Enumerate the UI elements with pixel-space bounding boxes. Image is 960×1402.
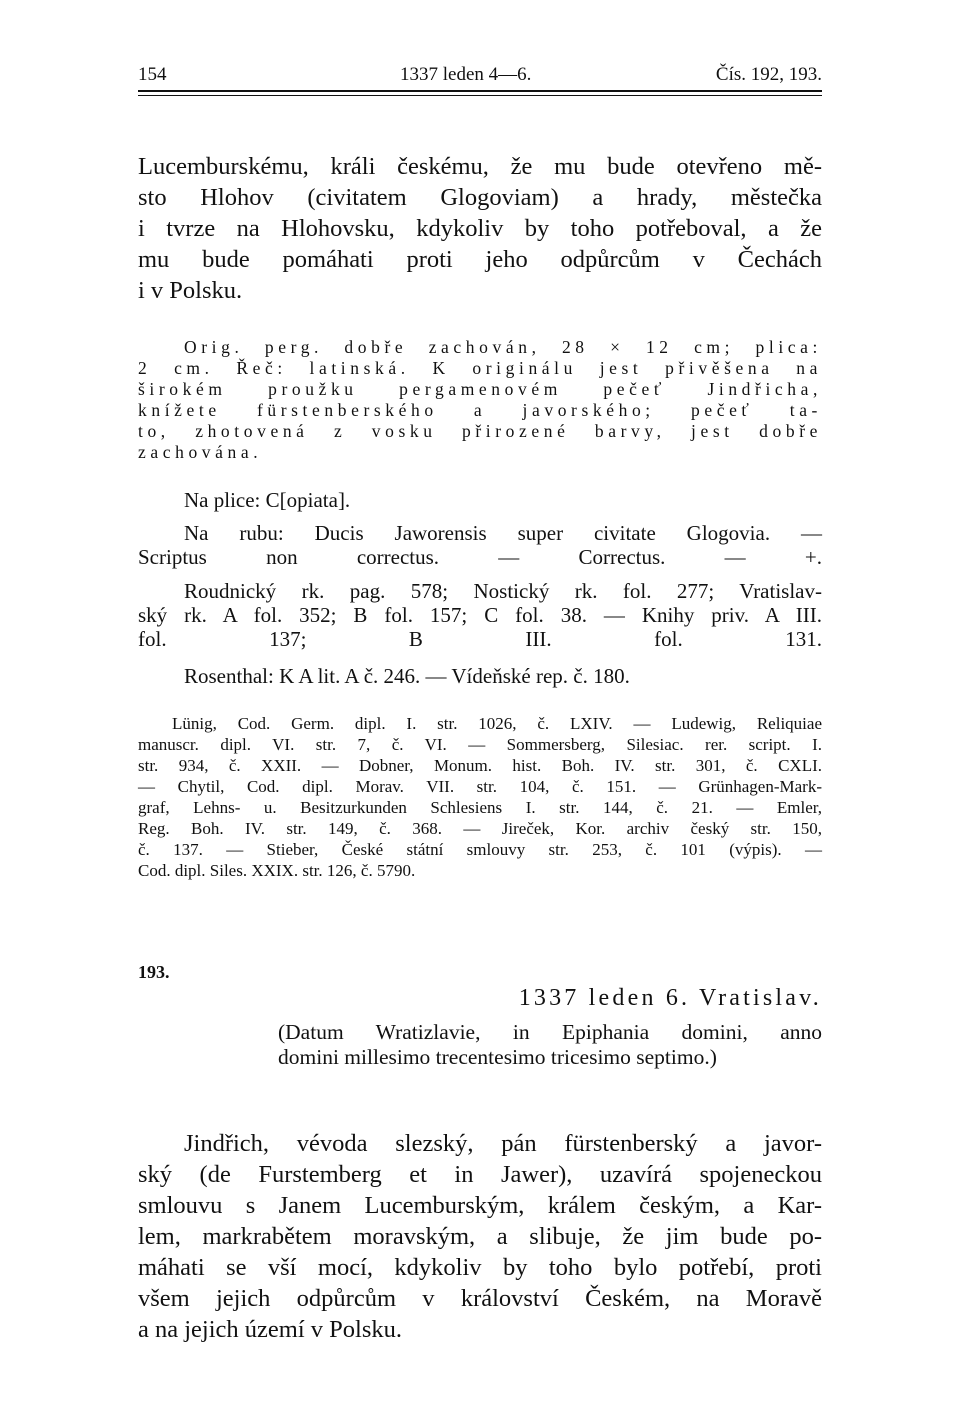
document-dateline: 1337 leden 6. Vratislav. [518,985,822,1011]
text-line: ský (de Furstemberg et in Jawer), uzavírá spojeneckou [138,1161,822,1188]
text-line: Lünig, Cod. Germ. dipl. I. str. 1026, č. LXIV. — Ludewig, Reliquiae [172,714,822,733]
text-line: Na rubu: Ducis Jaworensis super civitate Glogovia. — [184,521,822,545]
note-plica: Na plice: C[opiata]. [184,488,351,512]
datum-clause [278,1020,822,1070]
header-doc-numbers: Čís. 192, 193. [715,64,822,85]
note-registers [138,579,822,651]
intro-paragraph [138,151,822,306]
text-line: Scriptus non correctus. — Correctus. — +. [138,545,822,569]
text-line: máhati se vší mocí, kdykoliv by toho bylo potřebí, proti [138,1254,822,1281]
text-line: širokém proužku pergamenovém pečeť Jindřicha, [138,379,822,399]
running-header [138,60,822,90]
text-line: a na jejich území v Polsku. [138,1316,402,1343]
text-line: Reg. Boh. IV. str. 149, č. 368. — Jireček, Kor. archiv český str. 150, [138,819,822,838]
text-line: i v Polsku. [138,277,243,304]
text-line: graf, Lehns- u. Besitzurkunden Schlesiens I. str. 144, č. 21. — Emler, [138,798,822,817]
text-line: (Datum Wratizlavie, in Epiphania domini, anno [278,1020,822,1044]
text-line: Cod. dipl. Siles. XXIX. str. 126, č. 5790. [138,861,416,880]
text-line: č. 137. — Stieber, České státní smlouvy str. 253, č. 101 (výpis). — [138,840,822,859]
text-line: Orig. perg. dobře zachován, 28 × 12 cm; plica: [184,337,822,357]
note-rubu [138,521,822,569]
literature-paragraph [138,713,822,881]
document-number: 193. [138,962,170,982]
text-line: i tvrze na Hlohovsku, kdykoliv by toho potřeboval, a že [138,215,822,242]
text-line: Jindřich, vévoda slezský, pán fürstenberský a javor- [184,1130,822,1157]
text-line: to, zhotovená z vosku přirozené barvy, jest dobře [138,421,822,441]
text-line: knížete fürstenberského a javorského; pečeť ta- [138,400,822,420]
description-paragraph [138,337,822,463]
text-line: 2 cm. Řeč: latinská. K originálu jest přivěšena na [138,358,822,378]
text-line: — Chytil, Cod. dipl. Morav. VII. str. 104, č. 151. — Grünhagen-Mark- [138,777,822,796]
document-page [138,60,822,1343]
text-line: všem jejich odpůrcům v království Českém, na Moravě [138,1285,822,1312]
text-line: manuscr. dipl. VI. str. 7, č. VI. — Sommersberg, Silesiac. rer. script. I. [138,735,822,754]
header-date: 1337 leden 4—6. [400,64,532,85]
document-summary [138,1128,822,1345]
text-line: zachována. [138,442,263,462]
text-line: sto Hlohov (civitatem Glogoviam) a hrady, městečka [138,184,822,211]
text-line: str. 934, č. XXII. — Dobner, Monum. hist. Boh. IV. str. 301, č. CXLI. [138,756,822,775]
text-line: Roudnický rk. pag. 578; Nostický rk. fol. 277; Vratislav- [184,579,822,603]
text-line: smlouvu s Janem Lucemburským, králem českým, a Kar- [138,1192,822,1219]
text-line: domini millesimo trecentesimo tricesimo septimo.) [278,1045,717,1069]
text-line: mu bude pomáhati proti jeho odpůrcům v Čechách [138,246,822,273]
note-rosenthal: Rosenthal: K A lit. A č. 246. — Vídeňské rep. č. 180. [184,664,630,688]
text-line: lem, markrabětem moravským, a slibuje, že jim bude po- [138,1223,822,1250]
header-rule-thick [138,90,822,92]
text-line: fol. 137; B III. fol. 131. [138,627,822,651]
text-line: ský rk. A fol. 352; B fol. 157; C fol. 38. — Knihy priv. A III. [138,603,822,627]
header-rule-thin [138,95,822,96]
text-line: Lucemburskému, králi českému, že mu bude otevřeno mě- [138,153,822,180]
page-number: 154 [138,64,167,85]
